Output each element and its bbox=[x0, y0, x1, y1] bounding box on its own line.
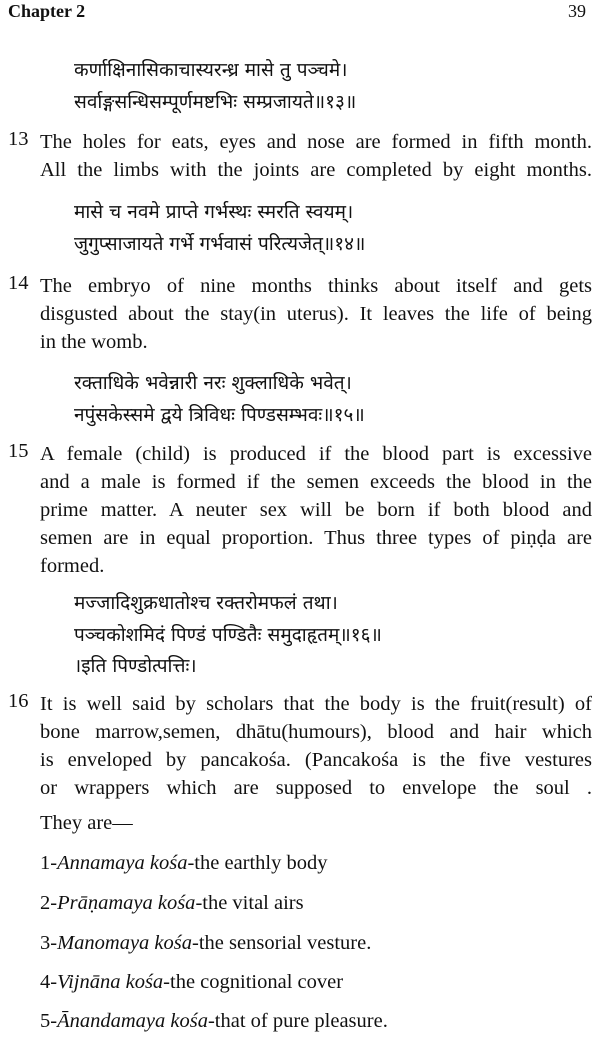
translation-line: disgusted about the stay(in uterus). It leaves the life of being bbox=[40, 303, 592, 325]
list-item-desc: -the earthly body bbox=[187, 852, 328, 874]
verse-translation bbox=[40, 128, 592, 184]
list-item bbox=[40, 932, 371, 955]
list-intro: They are— bbox=[40, 812, 133, 834]
list-item-prefix: 4- bbox=[40, 971, 58, 993]
translation-line: is enveloped by pancakośa. (Pancakośa is the five vestures bbox=[40, 749, 592, 771]
verse-translation bbox=[40, 690, 592, 802]
translation-line: formed. bbox=[40, 555, 105, 577]
verse-number: 14 bbox=[8, 272, 29, 294]
verse-number: 16 bbox=[8, 690, 29, 712]
translation-line: semen are in equal proportion. Thus three types of piṇḍa are bbox=[40, 527, 592, 549]
list-item-desc: -the sensorial vesture. bbox=[192, 932, 372, 954]
list-item-prefix: 1- bbox=[40, 852, 58, 874]
sanskrit-line: जुगुप्साजायते गर्भे गर्भवासं परित्यजेत्॥१४॥ bbox=[74, 233, 366, 255]
translation-line bbox=[40, 690, 592, 718]
translation-line: in the womb. bbox=[40, 331, 148, 353]
list-item-desc: -the cognitional cover bbox=[163, 971, 344, 993]
sanskrit-line: पञ्चकोशमिदं पिण्डं पण्डितैः समुदाहृतम्॥१६॥ bbox=[74, 624, 382, 646]
verse-translation bbox=[40, 272, 592, 356]
sanskrit-line: सर्वाङ्गसन्धिसम्पूर्णमष्टभिः सम्प्रजायते॥१३॥ bbox=[74, 91, 357, 113]
list-item-prefix: 3- bbox=[40, 932, 58, 954]
list-item-term: Prāṇamaya kośa bbox=[57, 892, 196, 914]
verse-number: 15 bbox=[8, 440, 29, 462]
sanskrit-line: मासे च नवमे प्राप्ते गर्भस्थः स्मरति स्वयम्। bbox=[74, 201, 354, 223]
list-item bbox=[40, 892, 304, 915]
translation-line: All the limbs with the joints are completed by eight months. bbox=[40, 159, 592, 181]
translation-line-text: It is well said by scholars that the body is the fruit(result) of bbox=[40, 693, 592, 715]
list-item-prefix: 5- bbox=[40, 1010, 58, 1032]
chapter-title: Chapter 2 bbox=[8, 1, 86, 21]
list-item-desc: -that of pure pleasure. bbox=[207, 1010, 388, 1032]
translation-line: A female (child) is produced if the blood part is excessive bbox=[40, 443, 592, 465]
verse-translation bbox=[40, 440, 592, 580]
page-header bbox=[0, 0, 600, 24]
sanskrit-line: रक्ताधिके भवेन्नारी नरः शुक्लाधिके भवेत्। bbox=[74, 372, 352, 394]
list-item-term: Ānandamaya kośa bbox=[57, 1010, 208, 1032]
list-item-term: Vijnāna kośa bbox=[57, 971, 164, 993]
sanskrit-line: नपुंसकेस्समे द्वये त्रिविधः पिण्डसम्भवः॥१५॥ bbox=[74, 404, 365, 426]
sanskrit-line: ।इति पिण्डोत्पत्तिः। bbox=[74, 655, 197, 677]
translation-line: prime matter. A neuter sex will be born if both blood and bbox=[40, 499, 592, 521]
list-item-desc: -the vital airs bbox=[195, 892, 304, 914]
list-item-term: Annamaya kośa bbox=[57, 852, 188, 874]
translation-line: The holes for eats, eyes and nose are formed in fifth month. bbox=[40, 131, 592, 153]
verse-number: 13 bbox=[8, 128, 29, 150]
sanskrit-line: मज्जादिशुक्रधातोश्च रक्तरोमफलं तथा। bbox=[74, 592, 338, 614]
translation-line: bone marrow,semen, dhātu(humours), blood and hair which bbox=[40, 721, 592, 743]
list-item bbox=[40, 852, 328, 875]
translation-line: or wrappers which are supposed to envelope the soul . bbox=[40, 777, 592, 799]
list-item-term: Manomaya kośa bbox=[57, 932, 193, 954]
list-item bbox=[40, 971, 343, 994]
list-item-prefix: 2- bbox=[40, 892, 58, 914]
page-number: 39 bbox=[568, 1, 586, 21]
translation-line: The embryo of nine months thinks about itself and gets bbox=[40, 275, 592, 297]
sanskrit-line: कर्णाक्षिनासिकाचास्यरन्ध्र मासे तु पञ्चमे। bbox=[74, 59, 348, 81]
list-item bbox=[40, 1010, 388, 1033]
translation-line: and a male is formed if the semen exceeds the blood in the bbox=[40, 471, 592, 493]
